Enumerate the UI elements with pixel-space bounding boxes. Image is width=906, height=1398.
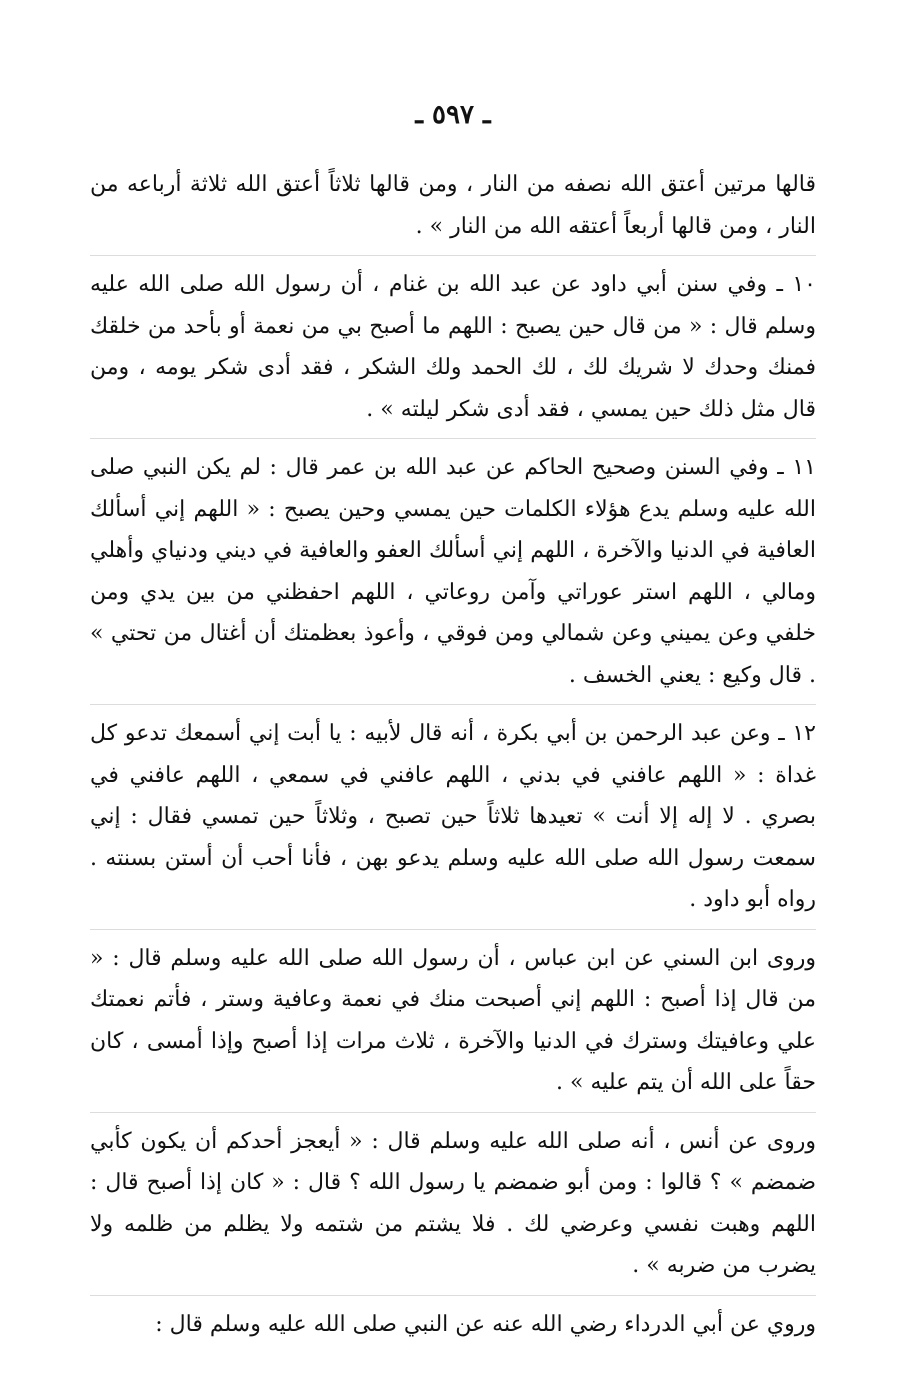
paragraph: ١٠ ـ وفي سنن أبي داود عن عبد الله بن غنام ، أن رسول الله صلى الله عليه وسلم قال : « من قال حين يصبح : اللهم ما أصبح بي من نعمة أو بأحد من خلقك فمنك وحدك لا شريك لك ، لك الحمد ولك الشكر ، فقد أدى شكر يومه ، ومن قال مثل ذلك حين يمسي ، فقد أدى شكر ليلته » . xyxy=(90,255,816,430)
page-number: ـ ٥٩٧ ـ xyxy=(415,100,491,130)
paragraph: وروي عن أبي الدرداء رضي الله عنه عن النبي صلى الله عليه وسلم قال : xyxy=(90,1295,816,1346)
paragraph: قالها مرتين أعتق الله نصفه من النار ، ومن قالها ثلاثاً أعتق الله ثلاثة أرباعه من النار ، ومن قالها أربعاً أعتقه الله من النار » . xyxy=(90,172,816,239)
book-page xyxy=(90,100,816,1345)
paragraph: وروى عن أنس ، أنه صلى الله عليه وسلم قال : « أيعجز أحدكم أن يكون كأبي ضمضم » ؟ قالوا : ومن أبو ضمضم يا رسول الله ؟ قال : « كان إذا أصبح قال : اللهم وهبت نفسي وعرضي لك . فلا يشتم من شتمه ولا يظلم من ظلمه ولا يضرب من ضربه » . xyxy=(90,1112,816,1287)
paragraph: ١١ ـ وفي السنن وصحيح الحاكم عن عبد الله بن عمر قال : لم يكن النبي صلى الله عليه وسلم يدع هؤلاء الكلمات حين يمسي وحين يصبح : « اللهم إني أسألك العافية في الدنيا والآخرة ، اللهم إني أسألك العفو والعافية في ديني ودنياي وأهلي ومالي ، اللهم استر عوراتي وآمن روعاتي ، اللهم احفظني من بين يدي ومن خلفي وعن يميني وعن شمالي ومن فوقي ، وأعوذ بعظمتك أن أغتال من تحتي » . قال وكيع : يعني الخسف . xyxy=(90,438,816,696)
paragraph: وروى ابن السني عن ابن عباس ، أن رسول الله صلى الله عليه وسلم قال : « من قال إذا أصبح : اللهم إني أصبحت منك في نعمة وعافية وستر ، فأتم نعمتك علي وعافيتك وسترك في الدنيا والآخرة ، ثلاث مرات إذا أصبح وإذا أمسى ، كان حقاً على الله أن يتم عليه » . xyxy=(90,929,816,1104)
paragraph: ١٢ ـ وعن عبد الرحمن بن أبي بكرة ، أنه قال لأبيه : يا أبت إني أسمعك تدعو كل غداة : « اللهم عافني في بدني ، اللهم عافني في سمعي ، اللهم عافني في بصري . لا إله إلا أنت » تعيدها ثلاثاً حين تصبح ، وثلاثاً حين تمسي فقال : إني سمعت رسول الله صلى الله عليه وسلم يدعو بهن ، فأنا أحب أن أستن بسنته . رواه أبو داود . xyxy=(90,704,816,921)
